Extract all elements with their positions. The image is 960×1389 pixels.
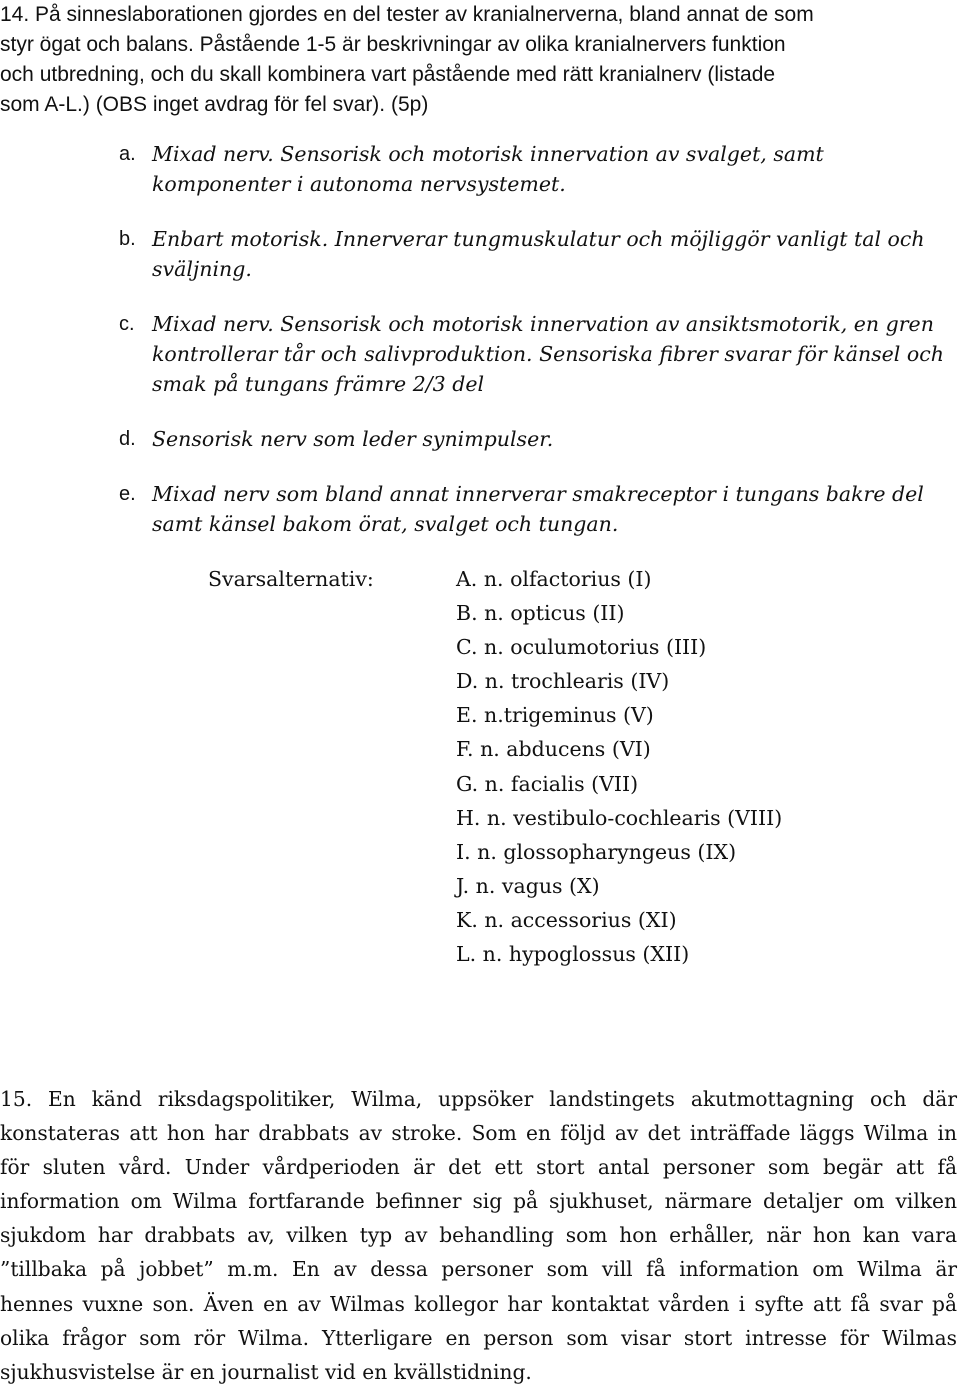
question-15-paragraph bbox=[0, 1082, 957, 1389]
answer-option: G. n. facialis (VII) bbox=[456, 771, 639, 796]
answer-options-label: Svarsalternativ: bbox=[208, 567, 374, 591]
question-15-line: sjukhusvistelse är en journalist vid en kvällstidning. bbox=[0, 1359, 532, 1384]
answer-option: A. n. olfactorius (I) bbox=[456, 567, 652, 591]
answer-option: C. n. oculumotorius (III) bbox=[456, 635, 707, 660]
statement-text: Mixad nerv som bland annat innerverar smakreceptor i tungans bakre del samt känsel bakom örat, svalget och tungan. bbox=[152, 482, 924, 536]
statement-text: Mixad nerv. Sensorisk och motorisk innervation av ansiktsmotorik, en gren kontrollerar tår och salivproduktion. Sensoriska fibrer svarar för känsel och smak på tungans främre 2/3 del bbox=[152, 312, 944, 396]
statement-text: Sensorisk nerv som leder synimpulser. bbox=[152, 427, 554, 451]
answer-option: E. n.trigeminus (V) bbox=[456, 703, 654, 728]
answer-option: K. n. accessorius (XI) bbox=[456, 907, 677, 932]
question-14-line: och utbredning, och du skall kombinera vart påstående med rätt kranialnerv (listade bbox=[0, 63, 776, 86]
answer-options-list bbox=[456, 564, 782, 973]
statement-letter: b. bbox=[119, 228, 136, 250]
question-15-line: ”tillbaka på jobbet” m.m. En av dessa personer som vill få information om Wilma är bbox=[0, 1257, 957, 1282]
question-14-line: som A-L.) (OBS inget avdrag för fel svar). (5p) bbox=[0, 93, 429, 116]
question-14-intro bbox=[0, 0, 960, 120]
question-15-line: sjukdom har drabbats av, vilken typ av behandling som hon erhåller, när hon kan vara bbox=[0, 1223, 957, 1248]
answer-option: H. n. vestibulo-cochlearis (VIII) bbox=[456, 805, 783, 830]
question-15-line: konstateras att hon har drabbats av stroke. Som en följd av det inträffade läggs Wilma in bbox=[0, 1121, 957, 1146]
statement-letter: c. bbox=[119, 313, 135, 335]
statement-text: Mixad nerv. Sensorisk och motorisk innervation av svalget, samt komponenter i autonoma nervsystemet. bbox=[152, 142, 824, 196]
answer-option: J. n. vagus (X) bbox=[456, 873, 600, 898]
question-15-line: information om Wilma fortfarande befinner sig på sjukhuset, närmare detaljer om vilken bbox=[0, 1189, 957, 1214]
statement-text: Enbart motorisk. Innerverar tungmuskulatur och möjliggör vanligt tal och sväljning. bbox=[152, 227, 925, 281]
answer-option: D. n. trochlearis (IV) bbox=[456, 669, 670, 694]
question-15-line: 15. En känd riksdagspolitiker, Wilma, uppsöker landstingets akutmottagning och där bbox=[0, 1087, 957, 1111]
answer-option: F. n. abducens (VI) bbox=[456, 737, 651, 762]
statement-letter: a. bbox=[119, 143, 136, 165]
answer-option: L. n. hypoglossus (XII) bbox=[456, 942, 690, 967]
question-15-line: olika frågor som rör Wilma. Ytterligare en person som visar stort intresse för Wilmas bbox=[0, 1325, 957, 1350]
question-14-line: 14. På sinneslaborationen gjordes en del tester av kranialnerverna, bland annat de som bbox=[0, 3, 814, 26]
question-15-line: hennes vuxne son. Även en av Wilmas kollegor har kontaktat vården i syfte att få svar på bbox=[0, 1291, 957, 1316]
question-14-line: styr ögat och balans. Påstående 1-5 är beskrivningar av olika kranialnervers funktion bbox=[0, 33, 786, 56]
question-15-line: för sluten vård. Under vårdperioden är det ett stort antal personer som begär att få bbox=[0, 1155, 957, 1180]
answer-option: B. n. opticus (II) bbox=[456, 601, 625, 626]
statement-letter: e. bbox=[119, 483, 136, 505]
statement-letter: d. bbox=[119, 428, 136, 450]
answer-option: I. n. glossopharyngeus (IX) bbox=[456, 839, 737, 864]
